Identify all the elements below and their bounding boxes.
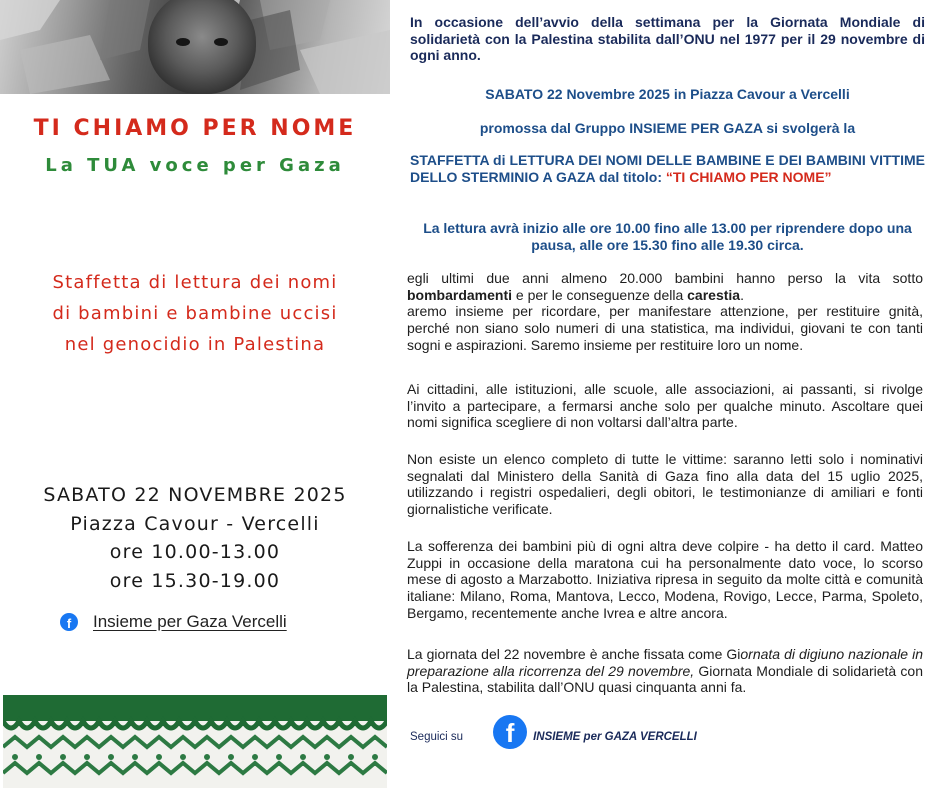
staffetta-line: di bambini e bambine uccisi <box>52 303 338 324</box>
paragraph-4: La sofferenza dei bambini più di ogni altra deve colpire - ha detto il card. Matteo Zuppi in occasione della maratona cui ha personalmente dato voce, lo scorso mese di agosto a Marzabotto. Iniziativa ripresa in seguito da molte città e comunità italiane: Milano, Roma, Mantova, Lecco, Modena, Rovigo, Lecce, Parma, Spoleto, Bergamo, recentemente anche Ivrea e altre ancora. <box>407 538 923 621</box>
child-photo <box>0 0 390 94</box>
paragraph-3: Non esiste un elenco completo di tutte le vittime: saranno letti solo i nominativi segnalati dal Ministero della Sanità di Gaza fino alla data del 15 uglio 2025, utilizzando i registri ospedalieri, degli obitori, le testimonianze di amiliari e fonti giornalistiche verificate. <box>407 451 923 518</box>
event-place: Piazza Cavour - Vercelli <box>70 513 320 535</box>
p1-bold: bombardamenti <box>407 286 513 303</box>
p1-text: . <box>740 286 744 303</box>
event-date-line: SABATO 22 Novembre 2025 in Piazza Cavour a Vercelli <box>485 86 850 102</box>
staffetta-line: Staffetta di lettura dei nomi <box>52 272 338 293</box>
facebook-label[interactable]: Insieme per Gaza Vercelli <box>93 612 287 631</box>
follow-us[interactable] <box>410 714 697 750</box>
keffiyeh-pattern <box>3 695 387 788</box>
facebook-link[interactable] <box>60 611 287 633</box>
event-time-morning: ore 10.00-13.00 <box>109 541 281 563</box>
staffetta-heading-text: STAFFETTA di LETTURA DEI NOMI DELLE BAMBINE E DEI BAMBINI VITTIME DELLO STERMINIO A GAZA dal titolo: <box>410 152 925 185</box>
facebook-icon[interactable]: f <box>493 715 527 749</box>
intro-text: In occasione dell’avvio della settimana per la Giornata Mondiale di solidarietà con la Palestina stabilita dall’ONU nel 1977 per il 29 novembre di ogni anno. <box>410 14 925 63</box>
paragraph-5 <box>407 646 923 696</box>
eye <box>176 38 190 46</box>
p5-text: Giornata Mondiale di solidarietà con la Palestina, stabilita dall’ONU quasi cinquanta anni fa. <box>407 662 923 696</box>
keffiyeh-svg <box>3 695 387 788</box>
paragraph-1 <box>407 270 923 354</box>
staffetta-line: nel genocidio in Palestina <box>64 334 326 355</box>
p1-text: egli ultimi due anni almeno 20.000 bambini hanno perso la vita sotto <box>407 270 923 286</box>
p1-text: aremo insieme per ricordare, per manifestare attenzione, per restituire gnità, perché non siano solo numeri di una statistica, ma individui, giovani te con tanti sogni e aspirazioni. Saremo insieme per restituire loro un nome. <box>407 303 923 353</box>
left-column <box>0 0 390 788</box>
reading-schedule: La lettura avrà inizio alle ore 10.00 fino alle 13.00 per riprendere dopo una pausa, alle ore 15.30 fino alle 19.30 circa. <box>423 220 912 253</box>
right-column <box>405 0 940 788</box>
poster-title: TI CHIAMO PER NOME <box>33 116 357 141</box>
event-date: SABATO 22 NOVEMBRE 2025 <box>43 484 347 506</box>
event-time-afternoon: ore 15.30-19.00 <box>109 570 281 592</box>
child-face <box>148 0 256 94</box>
paragraph-2: Ai cittadini, alle istituzioni, alle scuole, alle associazioni, ai passanti, si rivolge l’invito a partecipare, a fermarsi anche solo per qualche minuto. Ascoltare quei nomi significa scegliere di non voltarsi dall’altra parte. <box>407 381 923 431</box>
eye <box>214 38 228 46</box>
staffetta-heading <box>410 152 925 185</box>
p5-italic: ornata di digiuno nazionale in preparazione alla ricorrenza del 29 novembre, <box>407 646 924 679</box>
organizer-line: promossa dal Gruppo INSIEME PER GAZA si svolgerà la <box>479 120 856 136</box>
p5-text: La giornata del 22 novembre è anche fissata come Gi <box>407 646 741 662</box>
staffetta-title-red: “TI CHIAMO PER NOME” <box>665 168 832 185</box>
p1-text: e per le conseguenze della <box>512 286 688 303</box>
follow-label: Seguici su <box>410 731 464 743</box>
follow-page-name[interactable]: INSIEME per GAZA VERCELLI <box>533 731 697 743</box>
p1-bold: carestia <box>687 286 741 303</box>
facebook-icon: f <box>60 613 78 631</box>
poster-subtitle: La TUA voce per Gaza <box>45 155 345 176</box>
